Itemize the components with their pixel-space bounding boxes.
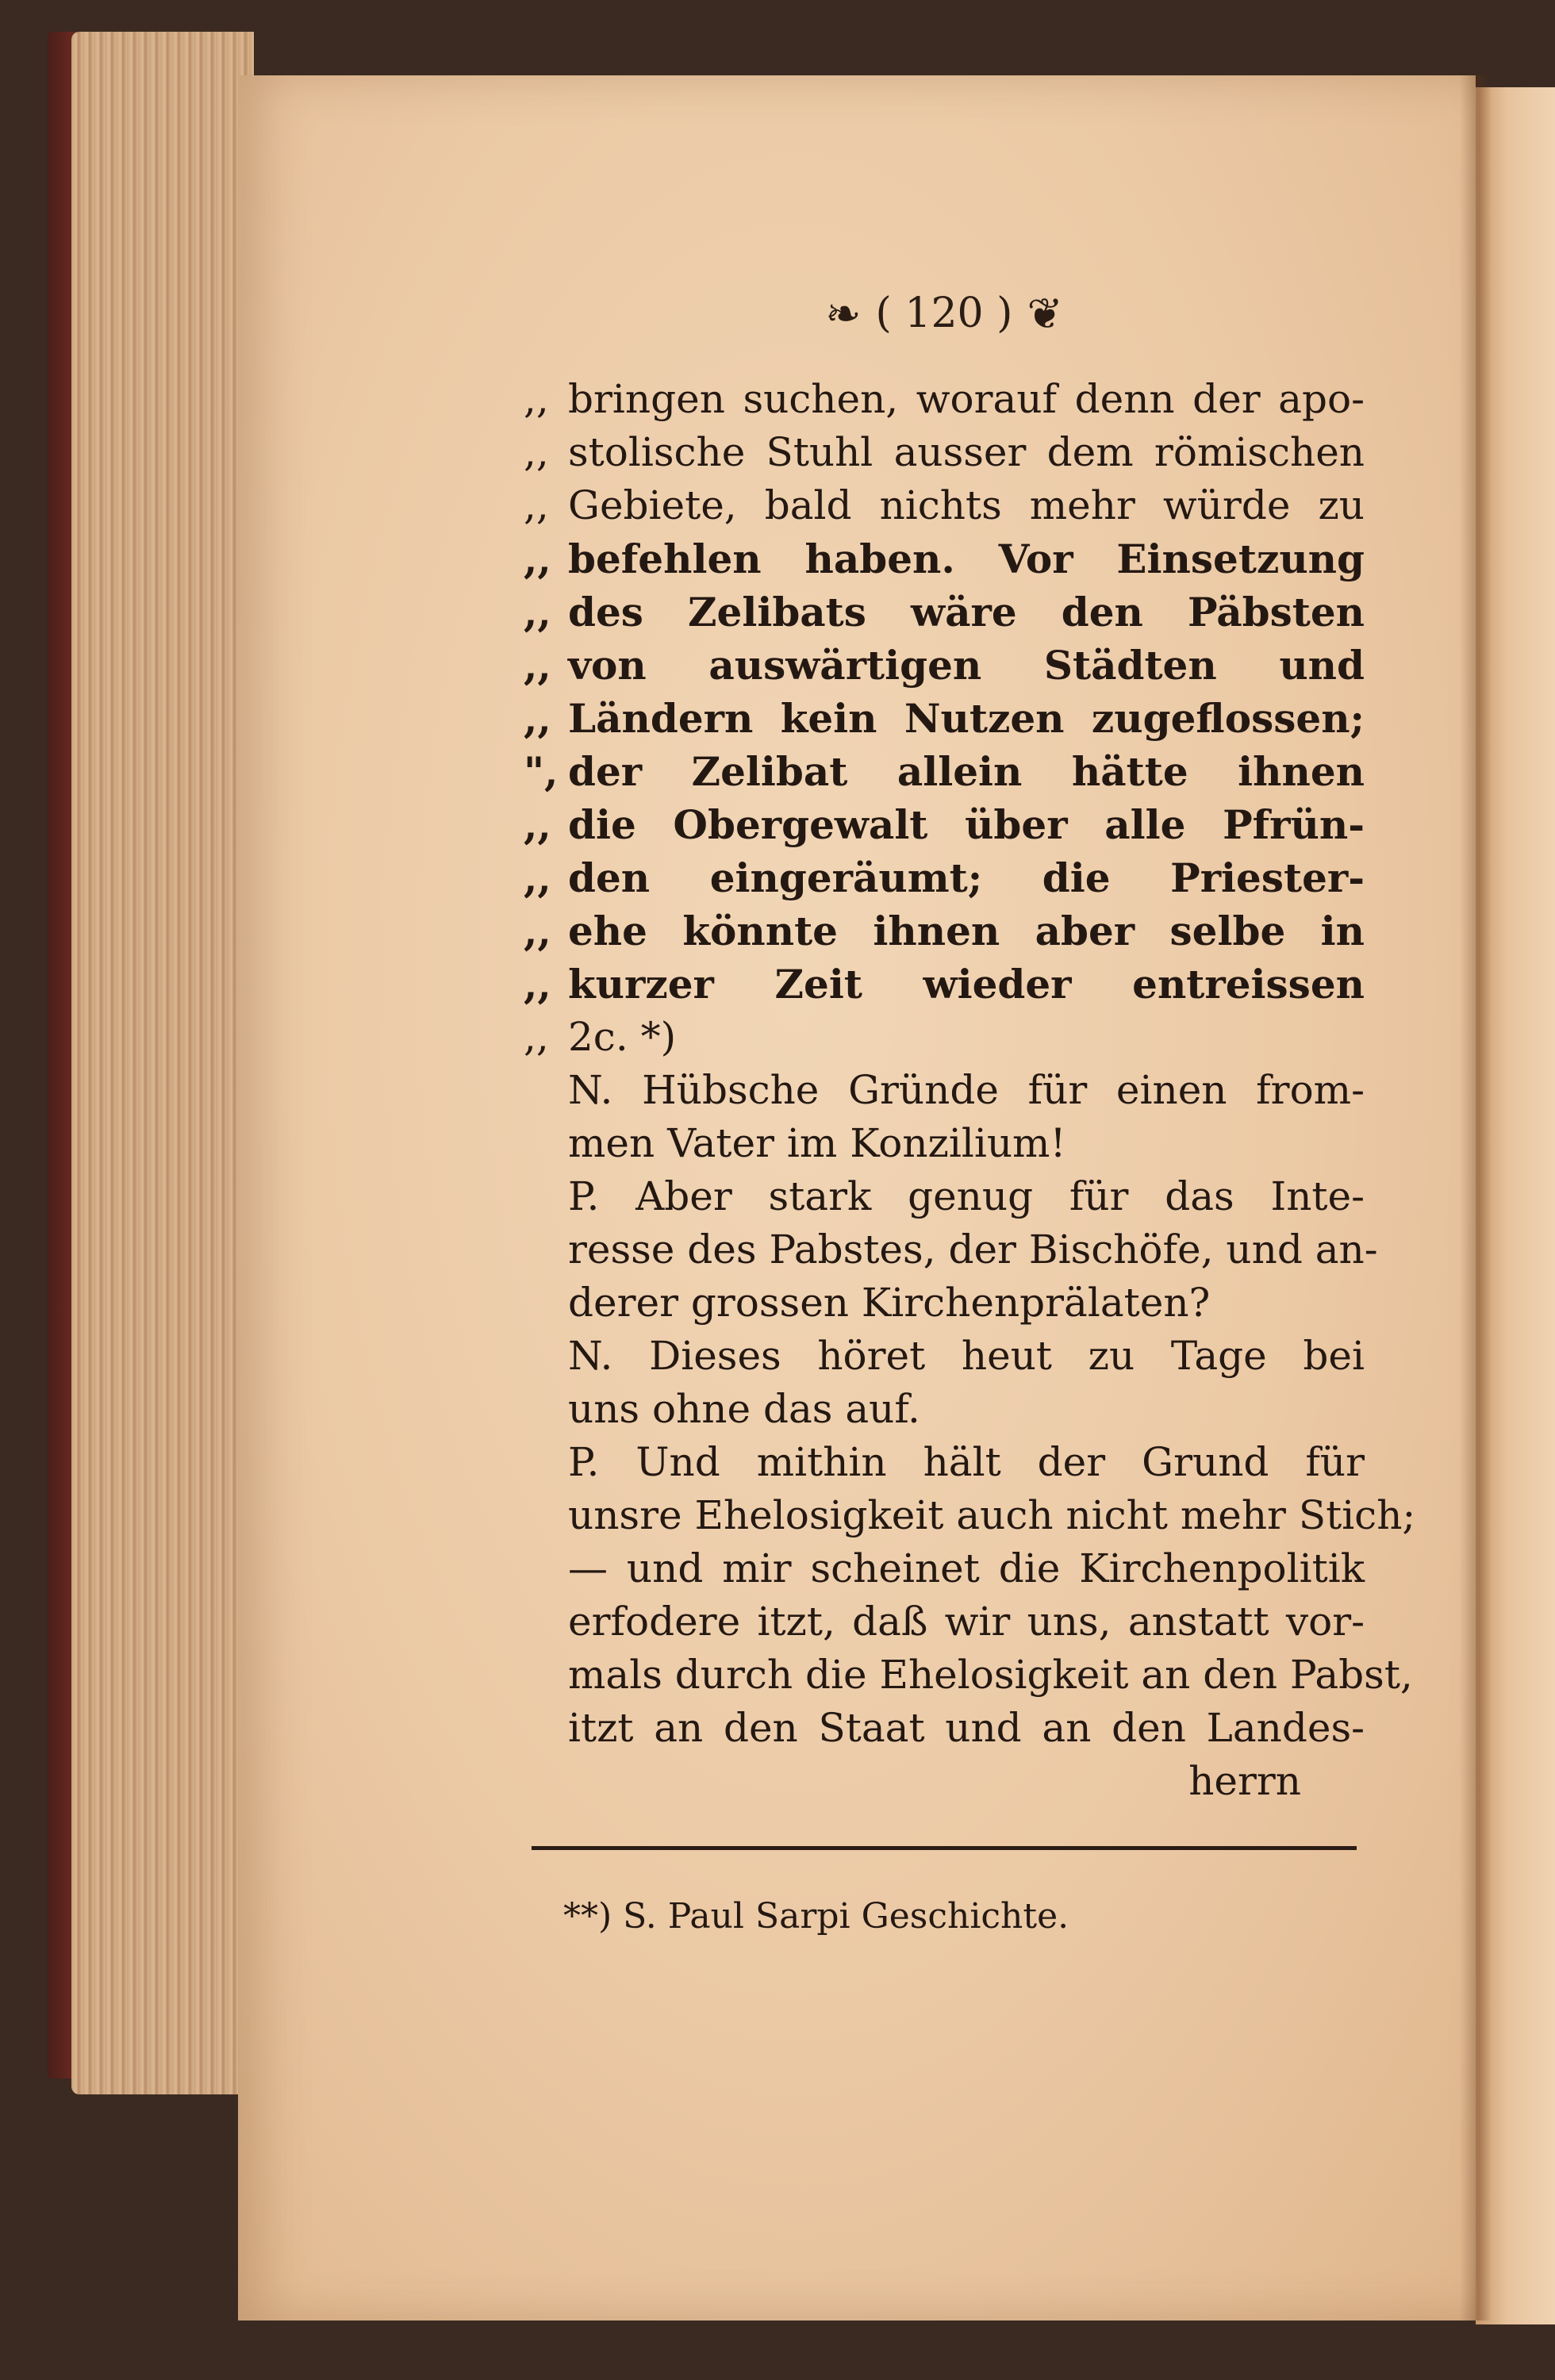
catchword: herrn <box>1188 1758 1301 1804</box>
footnote-rule <box>532 1846 1357 1850</box>
text-line: men Vater im Konzilium! <box>568 1120 1066 1166</box>
ornament-left-icon: ❧ <box>825 288 862 339</box>
text-line: ,, von auswärtigen Städten und <box>524 642 1365 689</box>
text-line: N. Hübsche Gründe für einen from- <box>568 1067 1365 1113</box>
footnote: **) S. Paul Sarpi Geschichte. <box>563 1896 1069 1937</box>
text-line: unsre Ehelosigkeit auch nicht mehr Stich; <box>568 1492 1416 1538</box>
text-line: ,, Ländern kein Nutzen zugeflossen; <box>524 695 1365 742</box>
page-stack-edges <box>71 32 254 2094</box>
text-line: ", der Zelibat allein hätte ihnen <box>524 748 1365 795</box>
text-line: ,, stolische Stuhl ausser dem römischen <box>524 429 1365 475</box>
page-number: ( 120 ) <box>875 290 1013 337</box>
text-line: ,, Gebiete, bald nichts mehr würde zu <box>524 482 1365 528</box>
text-line: ,, ehe könnte ihnen aber selbe in <box>524 908 1365 954</box>
text-line: P. Und mithin hält der Grund für <box>568 1439 1365 1485</box>
page-gutter <box>1460 75 1492 2320</box>
text-line: ,, 2c. *) <box>524 1014 677 1060</box>
text-line: ,, die Obergewalt über alle Pfrün- <box>524 801 1365 848</box>
text-line: uns ohne das auf. <box>568 1386 920 1432</box>
text-line: ,, bringen suchen, worauf denn der apo- <box>524 376 1365 422</box>
body-text <box>524 373 1416 1808</box>
ornament-right-icon: ❦ <box>1027 288 1063 339</box>
text-line: ,, kurzer Zeit wieder entreissen <box>524 961 1365 1008</box>
text-line: P. Aber stark genug für das Inte- <box>568 1173 1365 1219</box>
text-line: — und mir scheinet die Kirchenpolitik <box>568 1545 1365 1591</box>
text-line: mals durch die Ehelosigkeit an den Pabst, <box>568 1652 1413 1698</box>
text-line: ,, den eingeräumt; die Priester- <box>524 854 1365 901</box>
text-line: N. Dieses höret heut zu Tage bei <box>568 1333 1365 1379</box>
text-line: resse des Pabstes, der Bischöfe, und an- <box>568 1226 1378 1273</box>
page-header <box>778 286 1111 341</box>
text-line: derer grossen Kirchenprälaten? <box>568 1280 1211 1326</box>
text-line: erfodere itzt, daß wir uns, anstatt vor- <box>568 1599 1365 1645</box>
text-line: itzt an den Staat und an den Landes- <box>568 1705 1365 1751</box>
text-line: ,, des Zelibats wäre den Päbsten <box>524 589 1365 635</box>
text-line: ,, befehlen haben. Vor Einsetzung <box>524 536 1365 582</box>
